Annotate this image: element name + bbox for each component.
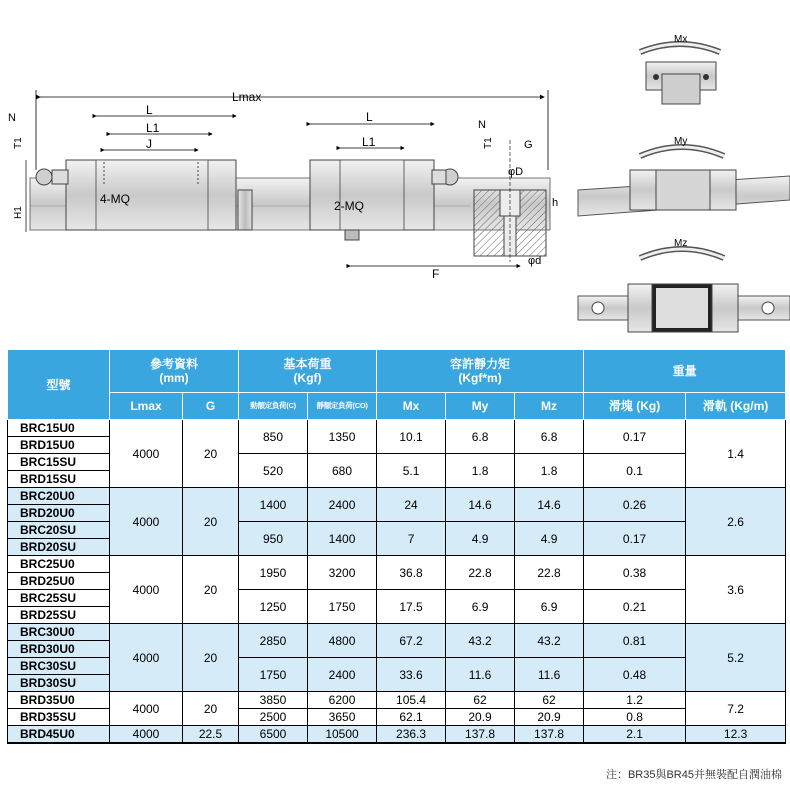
mx-cell: 10.1 bbox=[377, 420, 446, 454]
c-cell: 3850 bbox=[239, 692, 308, 709]
c-cell: 850 bbox=[239, 420, 308, 454]
rail-cell: 7.2 bbox=[686, 692, 786, 726]
model-cell: BRD35SU bbox=[8, 709, 110, 726]
subheader-g: G bbox=[183, 393, 239, 420]
mx-cell: 105.4 bbox=[377, 692, 446, 709]
lmax-dimension bbox=[36, 90, 548, 170]
mz-cell: 11.6 bbox=[515, 658, 584, 692]
co-cell: 1400 bbox=[308, 522, 377, 556]
mz-cell: 1.8 bbox=[515, 454, 584, 488]
header-model: 型號 bbox=[8, 350, 110, 420]
mz-cell: 43.2 bbox=[515, 624, 584, 658]
mx-cell: 17.5 bbox=[377, 590, 446, 624]
table-row bbox=[8, 692, 786, 709]
my-cell: 43.2 bbox=[446, 624, 515, 658]
block-cell: 0.38 bbox=[584, 556, 686, 590]
table-row bbox=[8, 624, 786, 641]
subheader-lmax: Lmax bbox=[110, 393, 183, 420]
mx-cell: 24 bbox=[377, 488, 446, 522]
c-cell: 2850 bbox=[239, 624, 308, 658]
subheader-mx: Mx bbox=[377, 393, 446, 420]
mq2-label: 2-MQ bbox=[334, 199, 364, 213]
mq4-label: 4-MQ bbox=[100, 192, 130, 206]
t1-right-label: T1 bbox=[483, 137, 494, 149]
model-cell: BRD30SU bbox=[8, 675, 110, 692]
c-cell: 1950 bbox=[239, 556, 308, 590]
model-cell: BRD15U0 bbox=[8, 437, 110, 454]
model-cell: BRD45U0 bbox=[8, 726, 110, 744]
g-cell: 20 bbox=[183, 420, 239, 488]
lmax-cell: 4000 bbox=[110, 556, 183, 624]
co-cell: 3650 bbox=[308, 709, 377, 726]
my-cell: 11.6 bbox=[446, 658, 515, 692]
table-row bbox=[8, 488, 786, 505]
subheader-rail: 滑軌 (Kg/m) bbox=[686, 393, 786, 420]
mz-cell: 20.9 bbox=[515, 709, 584, 726]
left-block bbox=[36, 160, 252, 230]
model-cell: BRD25U0 bbox=[8, 573, 110, 590]
my-cell: 137.8 bbox=[446, 726, 515, 744]
header-weight: 重量 bbox=[584, 350, 786, 393]
c-cell: 2500 bbox=[239, 709, 308, 726]
block-cell: 0.21 bbox=[584, 590, 686, 624]
h-label: h bbox=[552, 197, 559, 209]
block-cell: 0.26 bbox=[584, 488, 686, 522]
l-right-label: L bbox=[366, 110, 373, 124]
header-ref: 參考資料 (mm) bbox=[110, 350, 239, 393]
block-cell: 2.1 bbox=[584, 726, 686, 744]
mx-cell: 33.6 bbox=[377, 658, 446, 692]
mx-cell: 36.8 bbox=[377, 556, 446, 590]
phi-D-label: φD bbox=[508, 166, 524, 178]
technical-drawing bbox=[0, 0, 790, 335]
my-cell: 6.9 bbox=[446, 590, 515, 624]
model-cell: BRD15SU bbox=[8, 471, 110, 488]
h1-label: H1 bbox=[13, 206, 24, 219]
block-cell: 0.8 bbox=[584, 709, 686, 726]
subheader-block: 滑塊 (Kg) bbox=[584, 393, 686, 420]
my-cell: 20.9 bbox=[446, 709, 515, 726]
mz-cell: 4.9 bbox=[515, 522, 584, 556]
co-cell: 10500 bbox=[308, 726, 377, 744]
mz-cell: 137.8 bbox=[515, 726, 584, 744]
c-cell: 1400 bbox=[239, 488, 308, 522]
g-cell: 20 bbox=[183, 624, 239, 692]
block-cell: 0.48 bbox=[584, 658, 686, 692]
c-cell: 1250 bbox=[239, 590, 308, 624]
spec-table bbox=[7, 349, 786, 744]
model-cell: BRD20U0 bbox=[8, 505, 110, 522]
my-cell: 6.8 bbox=[446, 420, 515, 454]
n-right-label: N bbox=[478, 119, 486, 131]
table-row bbox=[8, 726, 786, 744]
mz-cell: 62 bbox=[515, 692, 584, 709]
my-label: My bbox=[674, 136, 688, 147]
g-label: G bbox=[524, 139, 533, 151]
block-cell: 0.1 bbox=[584, 454, 686, 488]
model-cell: BRC20SU bbox=[8, 522, 110, 539]
table-row bbox=[8, 556, 786, 573]
mx-cell: 62.1 bbox=[377, 709, 446, 726]
phi-d-label: φd bbox=[528, 255, 542, 267]
model-cell: BRC25SU bbox=[8, 590, 110, 607]
rail-cell: 3.6 bbox=[686, 556, 786, 624]
l1-left-label: L1 bbox=[146, 121, 160, 135]
co-cell: 3200 bbox=[308, 556, 377, 590]
model-cell: BRC25U0 bbox=[8, 556, 110, 573]
block-cell: 0.17 bbox=[584, 522, 686, 556]
model-cell: BRD30U0 bbox=[8, 641, 110, 658]
mx-cell: 236.3 bbox=[377, 726, 446, 744]
c-cell: 950 bbox=[239, 522, 308, 556]
my-cell: 62 bbox=[446, 692, 515, 709]
mx-view bbox=[640, 34, 720, 104]
header-moment: 容許靜力矩 (Kgf*m) bbox=[377, 350, 584, 393]
model-cell: BRC30SU bbox=[8, 658, 110, 675]
block-cell: 0.17 bbox=[584, 420, 686, 454]
model-cell: BRD25SU bbox=[8, 607, 110, 624]
j-label: J bbox=[146, 137, 152, 151]
model-cell: BRD20SU bbox=[8, 539, 110, 556]
co-cell: 680 bbox=[308, 454, 377, 488]
co-cell: 4800 bbox=[308, 624, 377, 658]
co-cell: 6200 bbox=[308, 692, 377, 709]
lmax-cell: 4000 bbox=[110, 726, 183, 744]
c-cell: 6500 bbox=[239, 726, 308, 744]
mx-cell: 5.1 bbox=[377, 454, 446, 488]
mx-label: Mx bbox=[674, 34, 688, 45]
n-left-label: N bbox=[8, 112, 16, 124]
model-cell: BRC30U0 bbox=[8, 624, 110, 641]
rail-cell: 1.4 bbox=[686, 420, 786, 488]
co-cell: 1350 bbox=[308, 420, 377, 454]
my-cell: 14.6 bbox=[446, 488, 515, 522]
g-cell: 20 bbox=[183, 488, 239, 556]
lmax-cell: 4000 bbox=[110, 420, 183, 488]
g-cell: 20 bbox=[183, 556, 239, 624]
c-cell: 1750 bbox=[239, 658, 308, 692]
g-cell: 22.5 bbox=[183, 726, 239, 744]
mx-cell: 7 bbox=[377, 522, 446, 556]
rail-cell: 5.2 bbox=[686, 624, 786, 692]
block-cell: 1.2 bbox=[584, 692, 686, 709]
model-cell: BRC15SU bbox=[8, 454, 110, 471]
mz-cell: 22.8 bbox=[515, 556, 584, 590]
subheader-my: My bbox=[446, 393, 515, 420]
lmax-label: Lmax bbox=[232, 90, 262, 104]
rail-cell: 2.6 bbox=[686, 488, 786, 556]
footnote: 注：BR35與BR45并無裝配自潤油棉 bbox=[605, 769, 782, 781]
g-cell: 20 bbox=[183, 692, 239, 726]
rail-section bbox=[474, 139, 558, 267]
subheader-dynamic: 動額定負荷(C) bbox=[239, 393, 308, 420]
mz-cell: 6.8 bbox=[515, 420, 584, 454]
my-cell: 1.8 bbox=[446, 454, 515, 488]
c-cell: 520 bbox=[239, 454, 308, 488]
co-cell: 2400 bbox=[308, 658, 377, 692]
mz-view bbox=[578, 238, 790, 332]
subheader-static: 靜額定負荷(CO) bbox=[308, 393, 377, 420]
header-load: 基本荷重 (Kgf) bbox=[239, 350, 377, 393]
co-cell: 2400 bbox=[308, 488, 377, 522]
model-cell: BRC15U0 bbox=[8, 420, 110, 437]
subheader-mz: Mz bbox=[515, 393, 584, 420]
model-cell: BRC20U0 bbox=[8, 488, 110, 505]
f-label: F bbox=[432, 267, 440, 281]
rail-cell: 12.3 bbox=[686, 726, 786, 744]
mz-label: Mz bbox=[674, 238, 688, 249]
lmax-cell: 4000 bbox=[110, 692, 183, 726]
table-row bbox=[8, 420, 786, 437]
block-cell: 0.81 bbox=[584, 624, 686, 658]
lmax-cell: 4000 bbox=[110, 488, 183, 556]
mz-cell: 6.9 bbox=[515, 590, 584, 624]
my-view bbox=[578, 136, 790, 216]
l-left-label: L bbox=[146, 103, 153, 117]
lmax-cell: 4000 bbox=[110, 624, 183, 692]
my-cell: 4.9 bbox=[446, 522, 515, 556]
l1-right-label: L1 bbox=[362, 135, 376, 149]
my-cell: 22.8 bbox=[446, 556, 515, 590]
t1-left-label: T1 bbox=[13, 137, 24, 149]
mx-cell: 67.2 bbox=[377, 624, 446, 658]
co-cell: 1750 bbox=[308, 590, 377, 624]
mz-cell: 14.6 bbox=[515, 488, 584, 522]
model-cell: BRD35U0 bbox=[8, 692, 110, 709]
